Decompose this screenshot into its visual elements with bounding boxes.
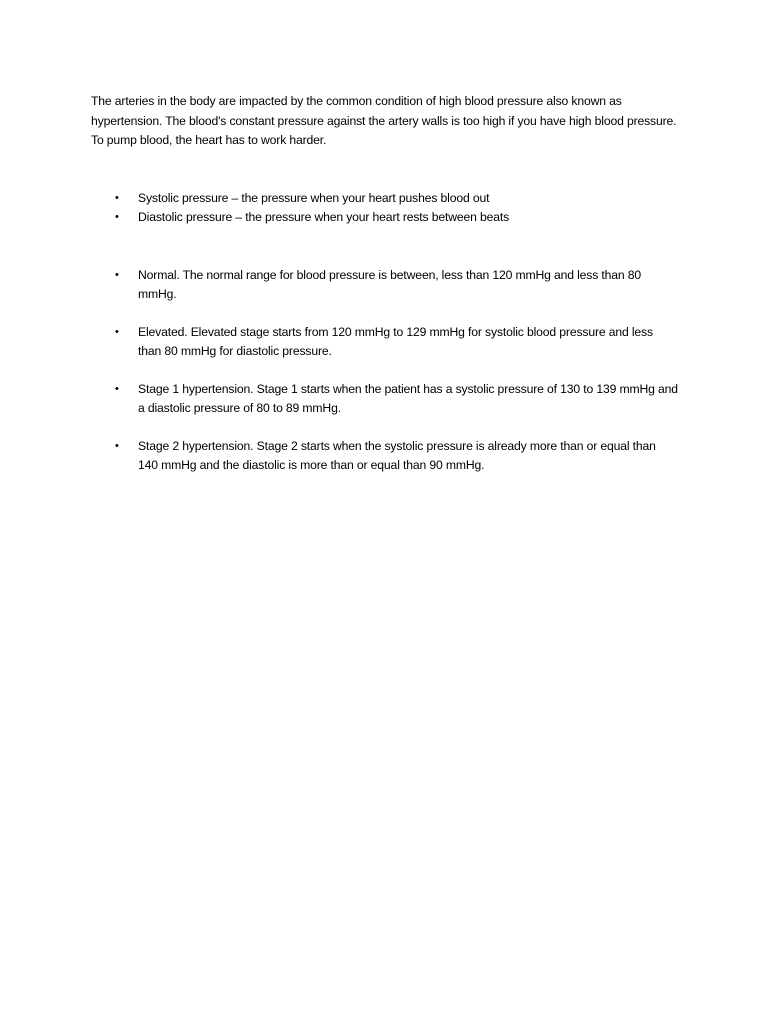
list-item: [0, 323, 678, 361]
list-item: [0, 437, 678, 475]
list-item: [0, 189, 678, 208]
list-item: [0, 380, 678, 418]
list-item: [0, 208, 678, 227]
intro-paragraph: The arteries in the body are impacted by the common condition of high blood pressure also known as hypertension. The blood's constant pressure against the artery walls is too high if you have high blood pressure. To pump blood, the heart has to work harder.: [91, 94, 677, 147]
bullet-icon: •: [115, 383, 119, 395]
bullet-icon: •: [115, 326, 119, 338]
pressure-types-list: [0, 189, 768, 227]
list-item-text: Stage 2 hypertension. Stage 2 starts when the systolic pressure is already more than or equal than 140 mmHg and the diastolic is more than or equal than 90 mmHg.: [138, 439, 656, 472]
bullet-icon: •: [115, 440, 119, 452]
list-item-text: Normal. The normal range for blood pressure is between, less than 120 mmHg and less than 80 mmHg.: [138, 268, 642, 301]
list-item-text: Diastolic pressure – the pressure when your heart rests between beats: [138, 210, 510, 224]
list-item-text: Elevated. Elevated stage starts from 120 mmHg to 129 mmHg for systolic blood pressure and less than 80 mmHg for diastolic pressure.: [138, 325, 653, 358]
bullet-icon: •: [115, 192, 119, 204]
bullet-icon: •: [115, 269, 119, 281]
list-item-text: Systolic pressure – the pressure when your heart pushes blood out: [138, 191, 490, 205]
list-item-text: Stage 1 hypertension. Stage 1 starts when the patient has a systolic pressure of 130 to 139 mmHg and a diastolic pressure of 80 to 89 mmHg.: [138, 382, 678, 415]
list-item: [0, 266, 678, 304]
blood-pressure-stages-list: [0, 266, 768, 494]
bullet-icon: •: [115, 211, 119, 223]
